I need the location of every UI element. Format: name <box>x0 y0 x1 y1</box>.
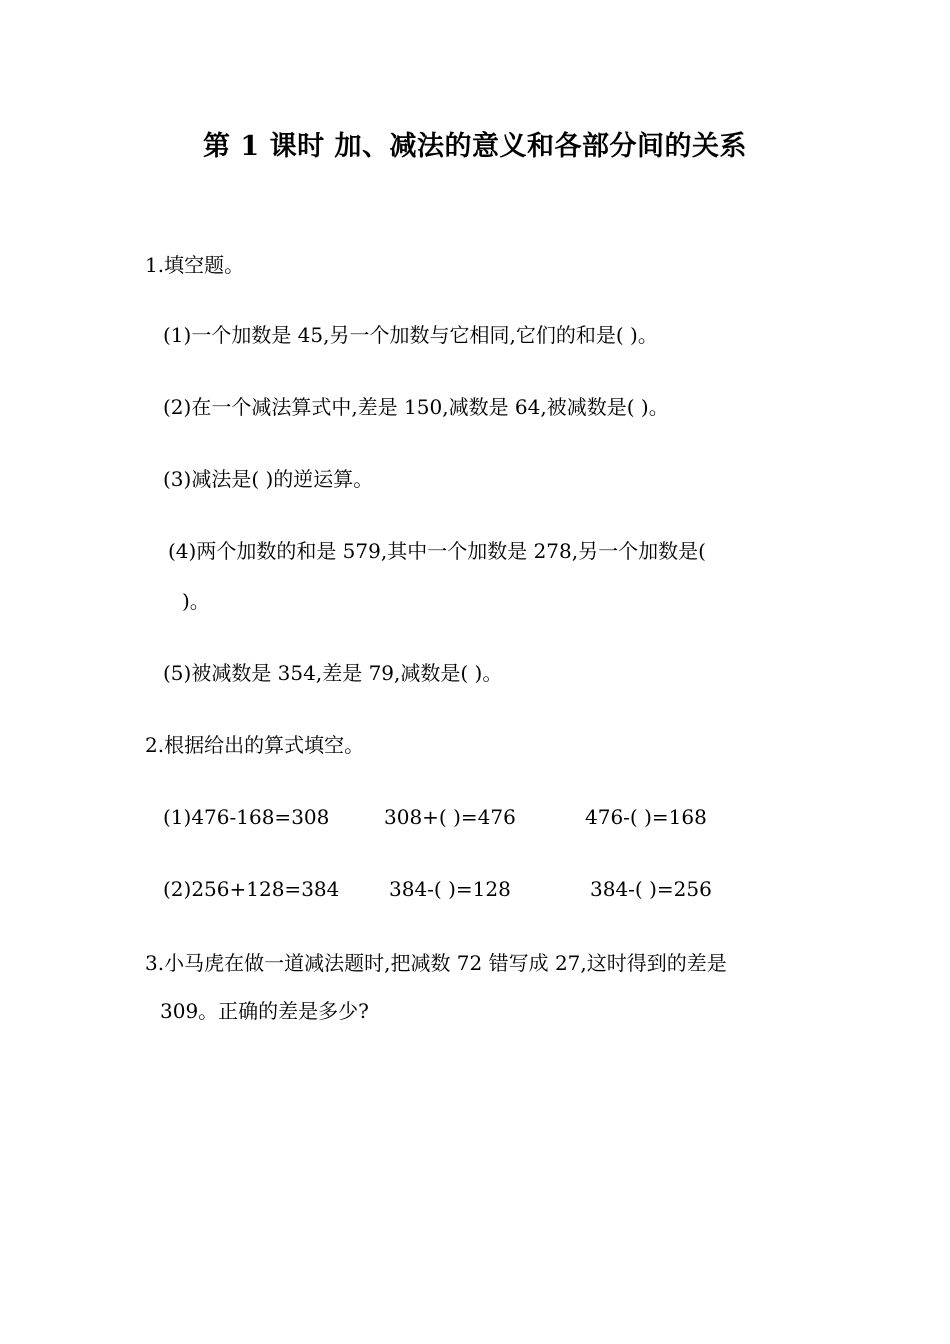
question-3-line-2: 309。正确的差是多少? <box>160 999 369 1023</box>
question-1-1: (1)一个加数是 45,另一个加数与它相同,它们的和是( )。 <box>163 323 658 347</box>
equation-2-1-fill-1: 308+( )=476 <box>384 805 516 829</box>
question-1-4-continuation: )。 <box>182 589 210 613</box>
page-title: 第 1 课时 加、减法的意义和各部分间的关系 <box>203 131 747 162</box>
section1-heading: 1.填空题。 <box>145 253 245 277</box>
question-1-3: (3)减法是( )的逆运算。 <box>163 467 374 491</box>
equation-2-2-given: (2)256+128=384 <box>163 877 340 901</box>
question-1-2: (2)在一个减法算式中,差是 150,减数是 64,被减数是( )。 <box>163 395 669 419</box>
equation-2-2-fill-1: 384-( )=128 <box>389 877 511 901</box>
section2-heading: 2.根据给出的算式填空。 <box>145 733 365 757</box>
question-1-5: (5)被减数是 354,差是 79,减数是( )。 <box>163 661 503 685</box>
question-1-4: (4)两个加数的和是 579,其中一个加数是 278,另一个加数是( <box>168 539 706 563</box>
equation-2-2-fill-2: 384-( )=256 <box>590 877 712 901</box>
equation-2-1-given: (1)476-168=308 <box>163 805 330 829</box>
equation-2-1-fill-2: 476-( )=168 <box>585 805 707 829</box>
question-3-line-1: 3.小马虎在做一道减法题时,把减数 72 错写成 27,这时得到的差是 <box>145 951 727 975</box>
